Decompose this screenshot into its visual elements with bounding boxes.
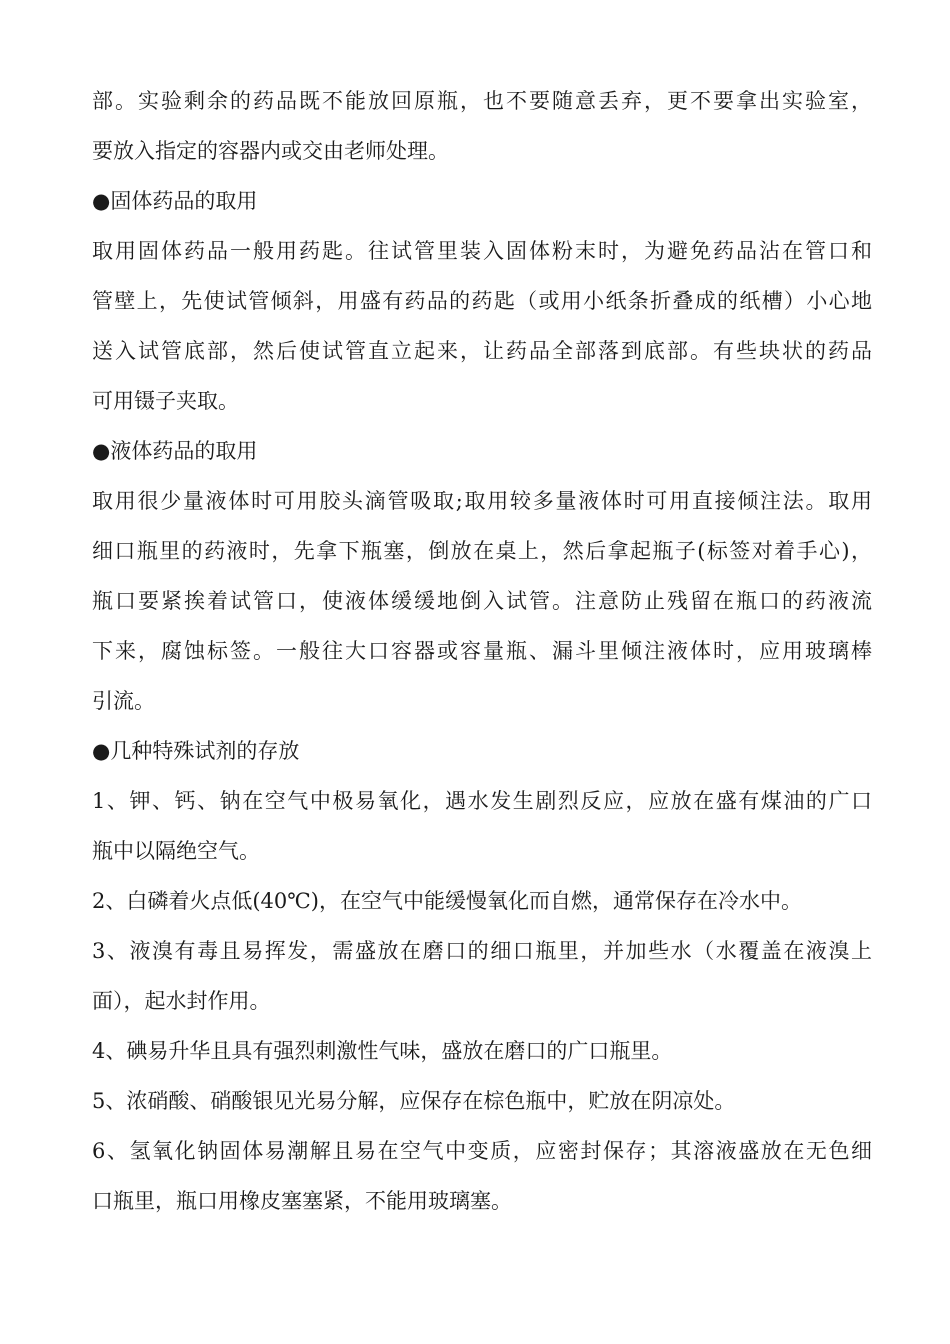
- text-line: 取用很少量液体时可用胶头滴管吸取;取用较多量液体时可用直接倾注法。取用: [92, 489, 872, 513]
- list-item-6: 6、氢氧化钠固体易潮解且易在空气中变质，应密封保存；其溶液盛放在无色细: [92, 1139, 872, 1163]
- text-line: 取用固体药品一般用药匙。往试管里装入固体粉末时，为避免药品沾在管口和: [92, 239, 872, 263]
- list-item-2: 2、白磷着火点低(40℃)，在空气中能缓慢氧化而自燃，通常保存在冷水中。: [92, 889, 802, 913]
- text-line: 口瓶里，瓶口用橡皮塞塞紧，不能用玻璃塞。: [92, 1189, 512, 1213]
- text-line: 要放入指定的容器内或交由老师处理。: [92, 139, 449, 163]
- section-heading-special-reagents: ●几种特殊试剂的存放: [92, 739, 300, 763]
- text-line: 瓶中以隔绝空气。: [92, 839, 260, 863]
- text-line: 瓶口要紧挨着试管口，使液体缓缓地倒入试管。注意防止残留在瓶口的药液流: [92, 589, 872, 613]
- text-line: 部。实验剩余的药品既不能放回原瓶，也不要随意丢弃，更不要拿出实验室，: [92, 89, 872, 113]
- text-line: 引流。: [92, 689, 155, 713]
- list-item-4: 4、碘易升华且具有强烈刺激性气味，盛放在磨口的广口瓶里。: [92, 1039, 673, 1063]
- text-line: 下来，腐蚀标签。一般往大口容器或容量瓶、漏斗里倾注液体时，应用玻璃棒: [92, 639, 872, 663]
- document-body: [92, 76, 872, 1226]
- section-heading-solid-reagents: ●固体药品的取用: [92, 189, 258, 213]
- text-line: 细口瓶里的药液时，先拿下瓶塞，倒放在桌上，然后拿起瓶子(标签对着手心)，: [92, 539, 872, 563]
- text-line: 可用镊子夹取。: [92, 389, 239, 413]
- text-line: 管壁上，先使试管倾斜，用盛有药品的药匙（或用小纸条折叠成的纸槽）小心地: [92, 289, 872, 313]
- section-heading-liquid-reagents: ●液体药品的取用: [92, 439, 258, 463]
- list-item-1: 1、钾、钙、钠在空气中极易氧化，遇水发生剧烈反应，应放在盛有煤油的广口: [92, 789, 872, 813]
- text-line: 送入试管底部，然后使试管直立起来，让药品全部落到底部。有些块状的药品: [92, 339, 872, 363]
- text-line: 面），起水封作用。: [92, 989, 271, 1013]
- list-item-5: 5、浓硝酸、硝酸银见光易分解，应保存在棕色瓶中，贮放在阴凉处。: [92, 1089, 736, 1113]
- list-item-3: 3、液溴有毒且易挥发，需盛放在磨口的细口瓶里，并加些水（水覆盖在液溴上: [92, 939, 872, 963]
